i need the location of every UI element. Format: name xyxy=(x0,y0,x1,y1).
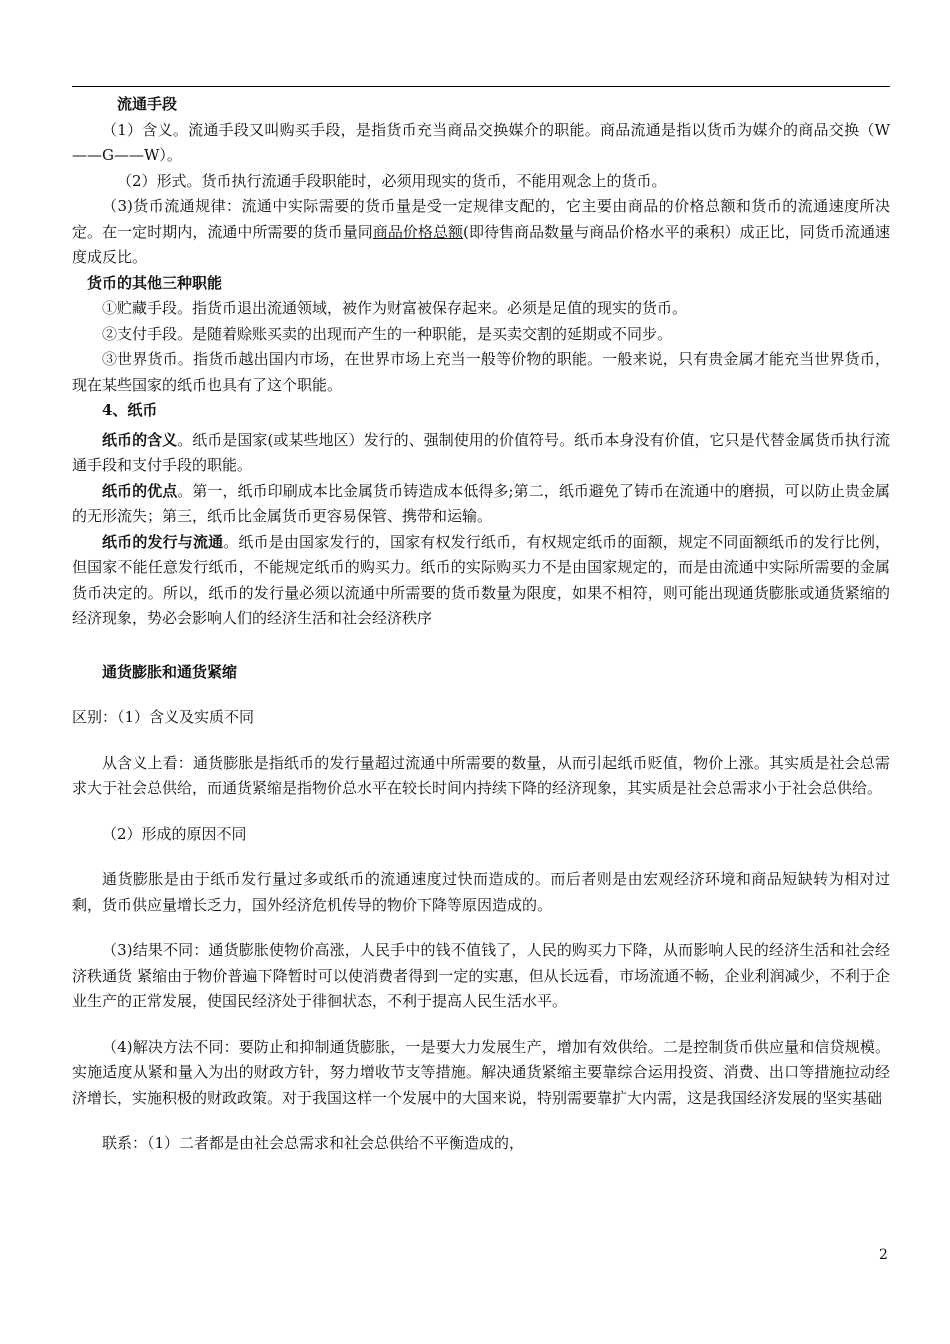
text-issuance: 。纸币是由国家发行的，国家有权发行纸币，有权规定纸币的面额，规定不同面额纸币的发行比例，但国家不能任意发行纸币，不能规定纸币的购买力。纸币的实际购买力不是由国家规定的，而是由流通中实际所需要的金属货币决定的。所以，纸币的发行量必须以流通中所需要的货币数量为限度，如果不相符，则可能出现通货膨胀或通货紧缩的经济现象，势必会影响人们的经济生活和社会经济秩序 xyxy=(72,532,890,627)
paragraph-difference: 区别：（1）含义及实质不同 xyxy=(72,708,255,726)
paragraph-results: （3)结果不同：通货膨胀使物价高涨，人民手中的钱不值钱了，人民的购买力下降，从而影响人民的经济生活和社会经济秩通货 紧缩由于物价普遍下降暂时可以使消费者得到一定的实惠，但从长远看，市场流通不畅，企业利润减少，不利于企业生产的正常发展，使国民经济处于徘徊状态，不利于提高人民生活水平。 xyxy=(72,941,890,1010)
paragraph-paper-money-issuance xyxy=(72,530,890,632)
page-number: 2 xyxy=(879,1247,888,1263)
text-meaning: 。纸币是国家(或某些地区）发行的、强制使用的价值符号。纸币本身没有价值，它只是代替金属货币执行流通手段和支付手段的职能。 xyxy=(72,430,890,474)
section-heading-circulation: 流通手段 xyxy=(117,95,178,113)
law-text-b: (即待售商品数量与商品价格水平的乘积）成正比，同货币流通速度成反比。 xyxy=(72,222,890,266)
paragraph-paper-money-advantages xyxy=(72,479,890,530)
list-item-world-currency: ③世界货币。指货币越出国内市场，在世界市场上充当一般等价物的职能。一般来说，只有贵金属才能充当世界货币，现在某些国家的纸币也具有了这个职能。 xyxy=(72,350,890,394)
law-underlined-term: 商品价格总额 xyxy=(372,222,464,241)
header-rule xyxy=(72,86,890,87)
label-advantages: 纸币的优点 xyxy=(102,481,178,500)
text-advantages: 。第一，纸币印刷成本比金属货币铸造成本低得多;第二，纸币避免了铸币在流通中的磨损，可以防止贵金属的无形流失；第三，纸币比金属货币更容易保管、携带和运输。 xyxy=(72,481,890,525)
paragraph-connection: 联系：（1）二者都是由社会总需求和社会总供给不平衡造成的， xyxy=(102,1134,525,1152)
paragraph-paper-money-meaning xyxy=(72,428,890,479)
paragraph-circulation-law xyxy=(72,194,890,271)
paragraph-circulation-form: （2）形式。货币执行流通手段职能时，必须用现实的货币，不能用观念上的货币。 xyxy=(117,171,667,190)
section-heading-other-functions: 货币的其他三种职能 xyxy=(87,273,223,292)
document-body xyxy=(72,92,890,1157)
paragraph-meaning-essence: 从含义上看：通货膨胀是指纸币的发行量超过流通中所需要的数量，从而引起纸币贬值，物价上涨。其实质是社会总需求大于社会总供给，而通货紧缩是指物价总水平在较长时间内持续下降的经济现象，其实质是社会总需求小于社会总供给。 xyxy=(72,753,890,797)
paragraph-solutions: （4)解决方法不同：要防止和抑制通货膨胀，一是要大力发展生产，增加有效供给。二是控制货币供应量和信贷规模。实施适度从紧和量入为出的财政方针，努力增收节支等措施。解决通货紧缩主要靠综合运用投资、消费、出口等措施拉动经济增长，实施积极的财政政策。对于我国这样一个发展中的大国来说，特别需要靠扩大内需，这是我国经济发展的坚实基础 xyxy=(72,1037,890,1107)
label-meaning: 纸币的含义 xyxy=(102,430,178,449)
label-issuance: 纸币的发行与流通 xyxy=(102,532,224,551)
paragraph-causes: 通货膨胀是由于纸币发行量过多或纸币的流通速度过快而造成的。而后者则是由宏观经济环境和商品短缺转为相对过剩，货币供应量增长乏力，国外经济危机传导的物价下降等原因造成的。 xyxy=(72,870,890,914)
list-item-storage: ①贮藏手段。指货币退出流通领域，被作为财富被保存起来。必须是足值的现实的货币。 xyxy=(102,299,688,317)
section-heading-paper-money: 4、纸币 xyxy=(102,401,158,419)
paragraph-circulation-definition: （1）含义。流通手段又叫购买手段，是指货币充当商品交换媒介的职能。商品流通是指以货币为媒介的商品交换（W——G——W）。 xyxy=(72,120,890,164)
section-heading-inflation-deflation: 通货膨胀和通货紧缩 xyxy=(102,662,238,681)
list-item-payment: ②支付手段。是随着赊账买卖的出现而产生的一种职能，是买卖交割的延期或不同步。 xyxy=(102,324,673,343)
paragraph-causes-heading: （2）形成的原因不同 xyxy=(102,824,247,843)
law-text-a: （3)货币流通规律：流通中实际需要的货币量是受一定规律支配的，它主要由商品的价格总额和货币的流通速度所决定。在一定时期内，流通中所需要的货币量同 xyxy=(72,197,890,241)
